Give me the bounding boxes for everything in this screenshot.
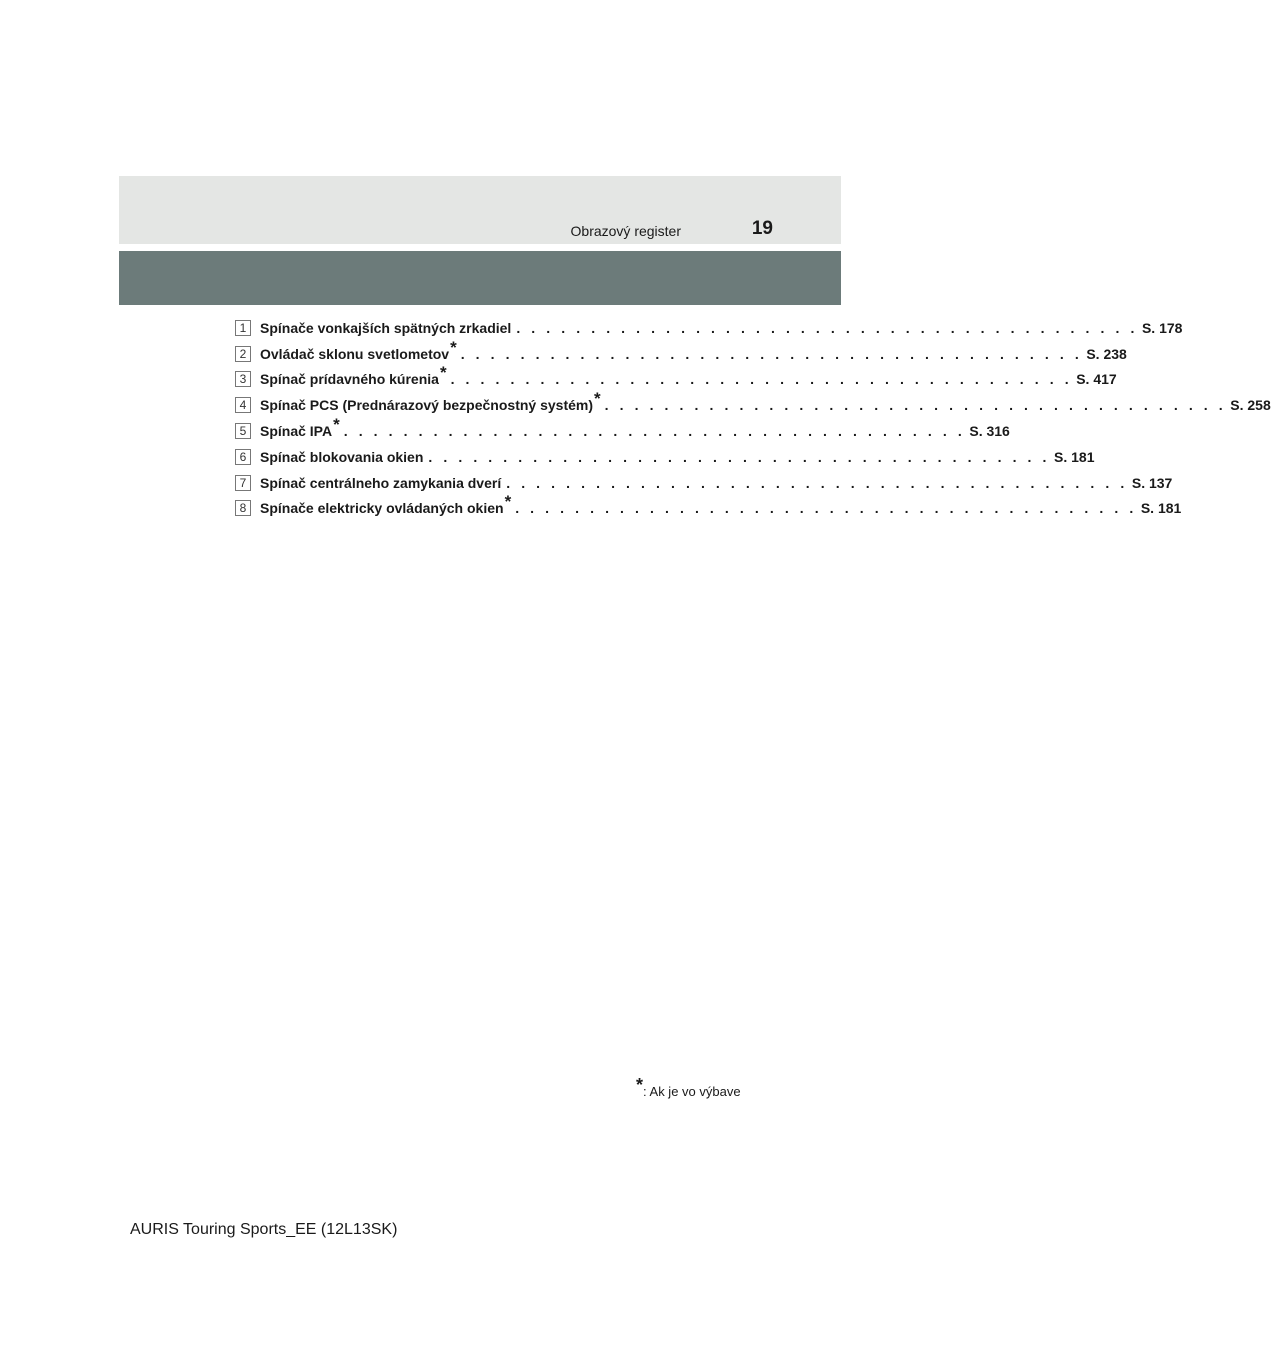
- index-list: [235, 315, 1271, 521]
- entry-page-ref[interactable]: S. 258: [1230, 397, 1271, 414]
- index-entry: [235, 444, 1095, 470]
- entry-label: Spínač IPA: [260, 423, 333, 440]
- entry-label: Spínač centrálneho zamykania dverí: [260, 474, 502, 491]
- asterisk-icon: *: [636, 1075, 644, 1095]
- entry-page-ref[interactable]: S. 178: [1141, 319, 1183, 336]
- model-code: AURIS Touring Sports_EE (12L13SK): [130, 1221, 398, 1238]
- asterisk-icon: *: [450, 337, 457, 357]
- entry-number: 3: [235, 371, 251, 387]
- index-entry: [235, 389, 1271, 418]
- leader-dots: . . . . . . . . . . . . . . . . . . . . . . . . . . . . . . . . . . . . . . . . . .: [460, 345, 1083, 362]
- entry-page-ref[interactable]: S. 417: [1076, 371, 1117, 388]
- header-band: [119, 251, 841, 305]
- leader-dots: . . . . . . . . . . . . . . . . . . . . . . . . . . . . . . . . . . . . . . . . . .: [343, 423, 966, 440]
- entry-label: Spínač prídavného kúrenia: [260, 371, 439, 388]
- entry-number: 4: [235, 397, 251, 413]
- leader-dots: . . . . . . . . . . . . . . . . . . . . . . . . . . . . . . . . . . . . . . . . . .: [604, 397, 1227, 414]
- entry-label: Spínač PCS (Prednárazový bezpečnostný systém): [260, 397, 593, 414]
- entry-page-ref[interactable]: S. 238: [1086, 345, 1127, 362]
- index-entry: [235, 337, 1127, 367]
- leader-dots: . . . . . . . . . . . . . . . . . . . . . . . . . . . . . . . . . . . . . . . . . .: [428, 448, 1051, 465]
- asterisk-icon: *: [594, 389, 601, 409]
- entry-number: 2: [235, 346, 251, 362]
- leader-dots: . . . . . . . . . . . . . . . . . . . . . . . . . . . . . . . . . . . . . . . . . .: [515, 500, 1137, 517]
- entry-number: 7: [235, 475, 251, 491]
- entry-label: Spínač blokovania okien: [260, 448, 424, 465]
- entry-page-ref[interactable]: S. 137: [1131, 474, 1173, 491]
- asterisk-icon: *: [504, 492, 512, 512]
- entry-number: 8: [235, 500, 251, 516]
- entry-page-ref[interactable]: S. 181: [1140, 500, 1182, 517]
- entry-label: Ovládač sklonu svetlometov: [260, 345, 450, 362]
- entry-number: 6: [235, 449, 251, 465]
- entry-label: Spínače elektricky ovládaných okien: [260, 500, 504, 517]
- leader-dots: . . . . . . . . . . . . . . . . . . . . . . . . . . . . . . . . . . . . . . . . . .: [516, 319, 1138, 336]
- index-entry: [235, 470, 1173, 496]
- index-entry: [235, 492, 1182, 522]
- footnote: [636, 1075, 741, 1101]
- entry-number: 1: [235, 320, 251, 336]
- index-entry: [235, 415, 1010, 444]
- asterisk-icon: *: [439, 363, 447, 383]
- entry-page-ref[interactable]: S. 181: [1054, 448, 1095, 465]
- index-entry: [235, 315, 1183, 341]
- entry-number: 5: [235, 423, 251, 439]
- footnote-text: : Ak je vo výbave: [643, 1084, 741, 1099]
- section-title: Obrazový register: [570, 223, 681, 239]
- entry-page-ref[interactable]: S. 316: [969, 423, 1010, 440]
- index-entry: [235, 363, 1117, 393]
- leader-dots: . . . . . . . . . . . . . . . . . . . . . . . . . . . . . . . . . . . . . . . . . .: [450, 371, 1073, 388]
- leader-dots: . . . . . . . . . . . . . . . . . . . . . . . . . . . . . . . . . . . . . . . . . .: [506, 474, 1128, 491]
- asterisk-icon: *: [333, 415, 340, 435]
- page-number: 19: [751, 218, 773, 239]
- entry-label: Spínače vonkajších spätných zrkadiel: [260, 319, 512, 336]
- page-header: [119, 176, 841, 244]
